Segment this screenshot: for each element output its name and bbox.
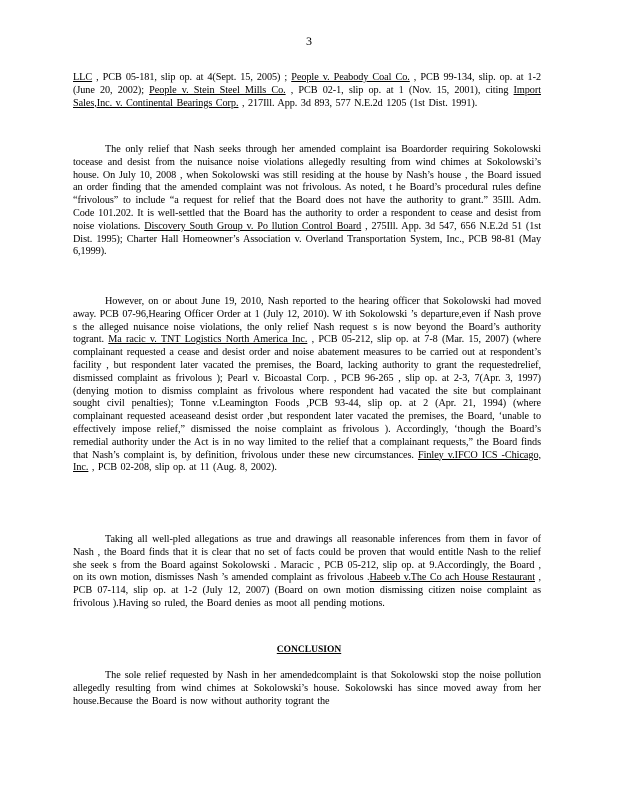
- paragraph-text: , 275Ill. App. 3d 547, 656 N.E.2d 51 (1st Dist. 1995); Charter Hall Homeowner’s Association v. Overland Transportation System, Inc., PCB 98-81 (May 6,1999).: [73, 220, 541, 258]
- paragraph-1: [73, 144, 541, 259]
- paragraph-text: , PCB 99-134, slip. op. at 1-2 (June 20, 2002);: [73, 72, 541, 96]
- citation-continuation-paragraph: [73, 72, 541, 110]
- paragraph-text: , PCB 02-1, slip op. at 1 (Nov. 15, 2001), citing: [285, 84, 514, 96]
- paragraph-2: [73, 296, 541, 475]
- case-citation: Import Sales,Inc. v. Continental Bearings Corp.: [73, 84, 541, 109]
- case-citation: Discovery South Group v. Po llution Control Board: [144, 220, 362, 232]
- case-citation: Habeeb v.The Co ach House Restaurant: [369, 572, 535, 584]
- paragraph-text: , PCB 05-212, slip op. at 7-8 (Mar. 15, 2007) (where complainant requested a cease and desist order and noise abatement measures to be carried out at respondent’s facility , but respondent later vacated the premises, the Board, lacking authority to grant the requestedrelief, dismissed complaint as frivolous ); Pearl v. Bicoastal Corp. , PCB 96-265 , slip op. at 2-3, 7(Apr. 3, 1997) (denying motion to dismiss complaint as frivolous where respondent had vacated the site but complainant sought civil penalties); Tonne v.Leamington Foods ,PCB 93-44, slip op. at 2 (Apr. 21, 1994) (where complainant requested aceaseand desist order ,but respondent later vacated the premises, the Board, ‘unable to effectively impose relief,” dismissed the noise complaint as frivolous ). Accordingly, ‘though the Board’s remedial authority under the Act is in no way limited to the relief that a complainant requests,” the Board finds that Nash’s complaint is, by definition, frivolous under these new circumstances.: [73, 334, 541, 461]
- dismissal-paragraph: [73, 534, 541, 611]
- case-citation: Finley v.IFCO ICS -Chicago, Inc.: [73, 449, 541, 474]
- conclusion-paragraph: [73, 670, 541, 708]
- conclusion-heading: CONCLUSION: [276, 645, 342, 655]
- paragraph-0: [73, 72, 541, 110]
- moved-away-paragraph: [73, 296, 541, 475]
- paragraph-3: [73, 534, 541, 611]
- paragraph-text: The sole relief requested by Nash in her amendedcomplaint is that Sokolowski stop the noise pollution allegedly resulting from wind chimes at Sokolowski’s house. Sokolowski has since moved away from her house.Because the Board is now without authority togrant the: [73, 670, 541, 707]
- paragraph-text: , PCB 07-114, slip op. at 1-2 (July 12, 2007) (Board on own motion dismissing citizen noise complaint as frivolous ).Having so ruled, the Board denies as moot all pending motions.: [73, 572, 541, 609]
- paragraph-text: , PCB 02-208, slip op. at 11 (Aug. 8, 2002).: [88, 462, 277, 474]
- case-citation: Ma racic v. TNT Logistics North America Inc.: [108, 334, 308, 346]
- relief-sought-paragraph: [73, 144, 541, 259]
- page-number: 3: [306, 34, 312, 48]
- case-citation: People v. Peabody Coal Co.: [291, 72, 410, 83]
- paragraph-text: , PCB 05-181, slip op. at 4(Sept. 15, 2005) ;: [92, 72, 292, 83]
- paragraph-text: , 217Ill. App. 3d 893, 577 N.E.2d 1205 (1st Dist. 1991).: [238, 97, 478, 109]
- paragraph-text: Taking all well-pled allegations as true and drawings all reasonable inferences from them in favor of Nash , the Board finds that it is clear that no set of facts could be proven that would entitle Nash to the relief she seek s from the Board against Sokolowski . Maracic , PCB 05-212, slip op. at 9.Accordingly, the Board , on its own motion, dismisses Nash ’s amended complaint as frivolous .: [73, 534, 541, 584]
- paragraph-text: The only relief that Nash seeks through her amended complaint isa Boardorder requiring Sokolowski tocease and desist from the nuisance noise violations allegedly resulting from wind chimes at Sokolowski’s house. On July 10, 2008 , when Sokolowski was still residing at the house by Nash’s house , the Board issued an order finding that the amended complaint was not frivolous. As noted, t he Board’s procedural rules define “frivolous” to include “a request for relief that the Board does not have the authority to grant.” 35Ill. Adm. Code 101.202. It is well-settled that the Board has the authority to order a respondent to cease and desist from noise violations.: [73, 144, 541, 232]
- case-citation: LLC: [73, 72, 93, 83]
- conclusion-text: [73, 670, 541, 708]
- paragraph-text: However, on or about June 19, 2010, Nash reported to the hearing officer that Sokolowski had moved away. PCB 07-96,Hearing Officer Order at 1 (July 12, 2010). W ith Sokolowski ’s departure,even if Nash prove s the alleged nuisance noise violations, the only relief Nash request s is now beyond the Board’s authority togrant.: [73, 296, 541, 346]
- case-citation: People v. Stein Steel Mills Co.: [149, 84, 286, 96]
